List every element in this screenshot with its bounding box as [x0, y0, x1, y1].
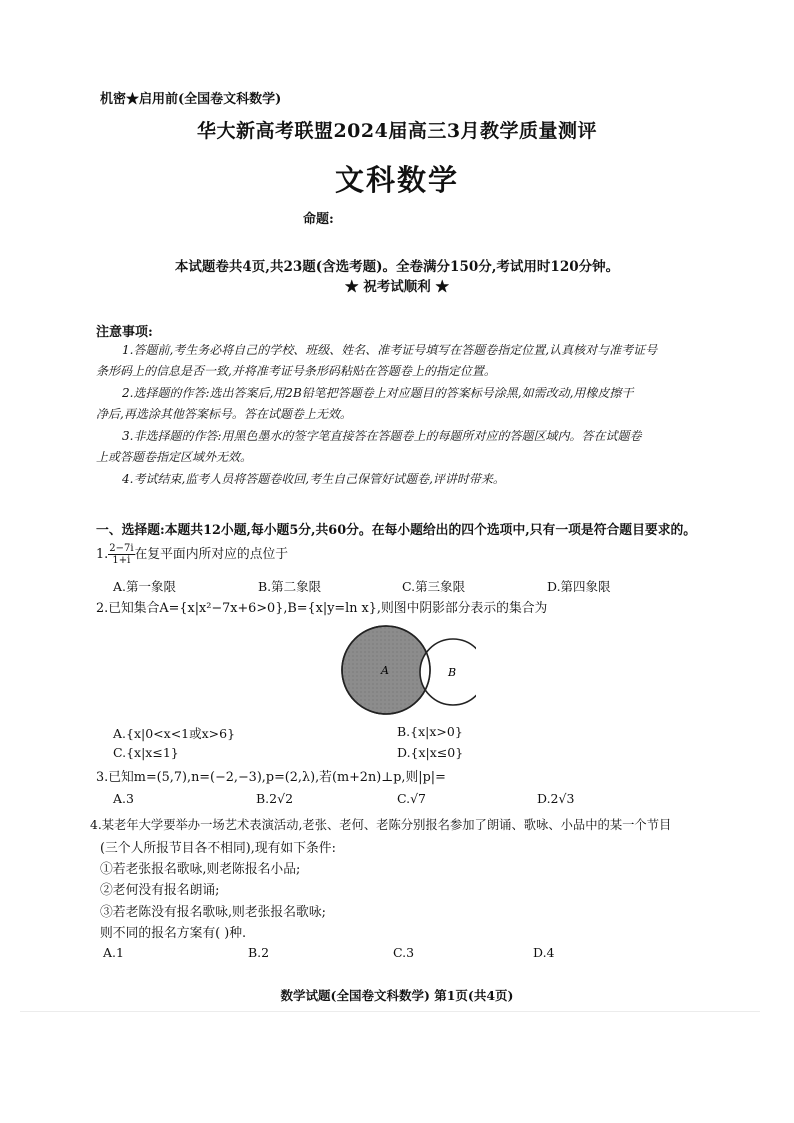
notes-heading: 注意事项: [96, 325, 153, 340]
footer-divider [20, 1011, 760, 1012]
question-4-ask: 则不同的报名方案有( )种. [100, 926, 247, 941]
question-4-condition-1: ①若老张报名歌咏,则老陈报名小品; [100, 862, 301, 877]
question-3-option-d: D.2√3 [537, 791, 575, 806]
question-2-stem: 2.已知集合A={x|x²−7x+6>0},B={x|y=ln x},则图中阴影部分表示的集合为 [96, 601, 548, 616]
good-luck-wish: ★ 祝考试顺利 ★ [345, 279, 449, 295]
question-4-stem-line-2: (三个人所报节目各不相同),现有如下条件: [100, 841, 336, 856]
question-1-fraction-numerator: 2−7i [109, 543, 134, 554]
question-1-option-c: C.第三象限 [402, 579, 466, 594]
question-4-stem-line-1: 4.某老年大学要举办一场艺术表演活动,老张、老何、老陈分别报名参加了朗诵、歌咏、小品中的某一个节目 [90, 818, 672, 832]
question-1-fraction-denominator: 1+i [112, 555, 131, 566]
note-1-line-2: 条形码上的信息是否一致,并将准考证号条形码粘贴在答题卷上的指定位置。 [96, 364, 496, 378]
exam-title: 华大新高考联盟2024届高三3月教学质量测评 [196, 120, 598, 142]
note-1-line-1: 1.答题前,考生务必将自己的学校、班级、姓名、准考证号填写在答题卷指定位置,认真核对与准考证号 [122, 343, 658, 357]
question-2-option-d: D.{x|x≤0} [397, 745, 464, 760]
question-1-stem [96, 543, 288, 566]
venn-label-a: A [381, 664, 389, 677]
exam-info: 本试题卷共4页,共23题(含选考题)。全卷满分150分,考试用时120分钟。 [174, 259, 620, 275]
confidential-label: 机密★启用前(全国卷文科数学) [100, 92, 282, 107]
question-1-option-d: D.第四象限 [547, 579, 611, 594]
question-4-option-d: D.4 [533, 945, 555, 960]
section-1-heading: 一、选择题:本题共12小题,每小题5分,共60分。在每小题给出的四个选项中,只有一项是符合题目要求的。 [96, 523, 697, 538]
question-2-option-b: B.{x|x>0} [397, 724, 463, 739]
question-4-option-b: B.2 [248, 945, 270, 960]
question-4-option-a: A.1 [103, 945, 124, 960]
note-2-line-1: 2.选择题的作答:选出答案后,用2B铅笔把答题卷上对应题目的答案标号涂黑,如需改动,用橡皮擦干 [122, 386, 634, 400]
note-3-line-1: 3.非选择题的作答:用黑色墨水的签字笔直接答在答题卷上的每题所对应的答题区域内。答在试题卷 [122, 429, 642, 443]
question-3-option-b: B.2√2 [256, 791, 294, 806]
author-label: 命题: [303, 212, 334, 227]
venn-label-b: B [448, 666, 457, 679]
question-1-option-a: A.第一象限 [113, 579, 177, 594]
note-3-line-2: 上或答题卷指定区域外无效。 [96, 450, 253, 464]
page-footer: 数学试题(全国卷文科数学) 第1页(共4页) [280, 988, 514, 1003]
question-2-option-c: C.{x|x≤1} [113, 745, 179, 760]
venn-diagram [336, 615, 476, 725]
question-4-condition-2: ②老何没有报名朗诵; [100, 883, 220, 898]
note-2-line-2: 净后,再选涂其他答案标号。答在试题卷上无效。 [96, 407, 352, 421]
question-2-option-a: A.{x|0<x<1或x>6} [113, 726, 236, 741]
subject-title: 文科数学 [334, 163, 459, 197]
question-1-fraction [108, 543, 134, 566]
question-4-option-c: C.3 [393, 945, 415, 960]
question-4-condition-3: ③若老陈没有报名歌咏,则老张报名歌咏; [100, 905, 326, 920]
note-4: 4.考试结束,监考人员将答题卷收回,考生自己保管好试题卷,评讲时带来。 [122, 472, 505, 486]
question-3-stem: 3.已知m=(5,7),n=(−2,−3),p=(2,λ),若(m+2n)⊥p,则|p|= [96, 770, 446, 785]
question-1-number: 1. [96, 547, 109, 562]
question-3-option-a: A.3 [113, 791, 134, 806]
question-1-option-b: B.第二象限 [258, 579, 322, 594]
question-1-stem-text: 在复平面内所对应的点位于 [134, 547, 289, 562]
question-3-option-c: C.√7 [397, 791, 427, 806]
